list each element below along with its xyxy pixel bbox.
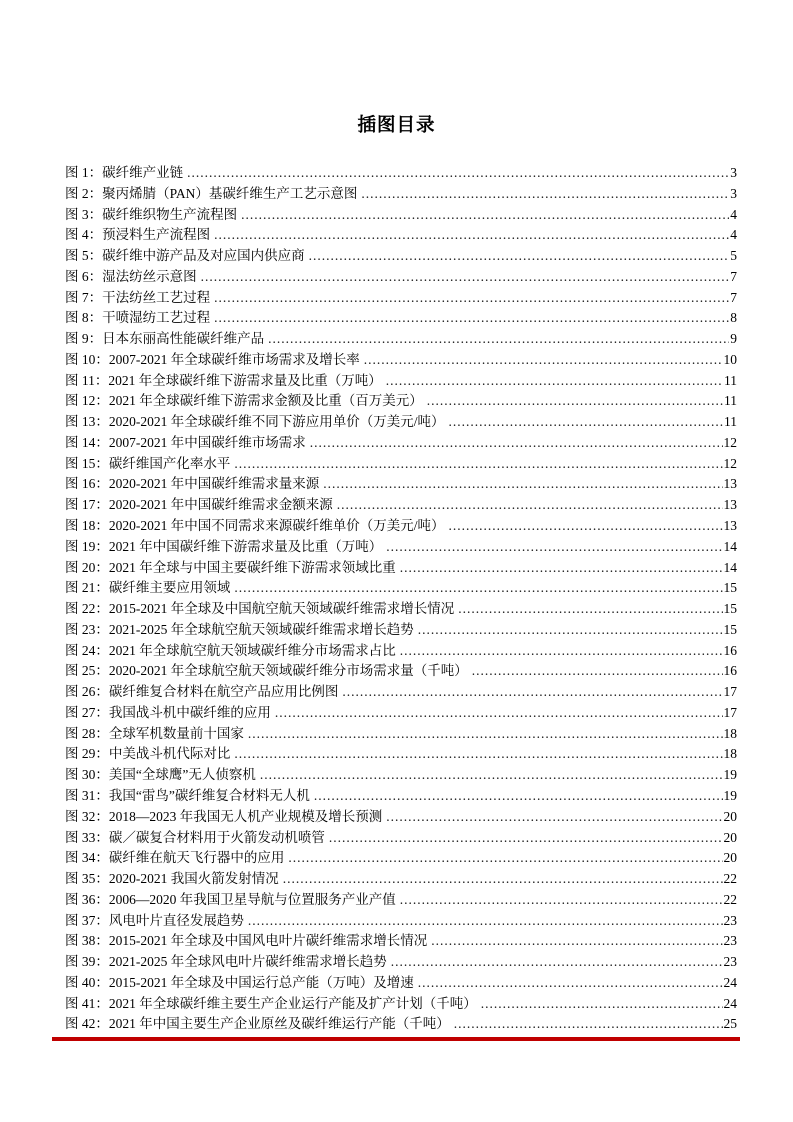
toc-entry[interactable] (65, 163, 737, 184)
toc-dot-leader (214, 288, 729, 309)
toc-entry-page-number: 4 (730, 227, 737, 243)
toc-dot-leader (234, 578, 722, 599)
toc-entry-page-number: 16 (723, 663, 737, 679)
toc-entry-label: 图 30：美国“全球鹰”无人侦察机 (65, 767, 256, 783)
toc-entry-label: 图 5：碳纤维中游产品及对应国内供应商 (65, 248, 305, 264)
toc-entry-page-number: 4 (730, 206, 737, 222)
toc-entry-page-number: 23 (723, 933, 737, 949)
toc-entry[interactable] (65, 308, 737, 329)
toc-entry[interactable] (65, 474, 737, 495)
toc-dot-leader (418, 620, 723, 641)
toc-entry[interactable] (65, 350, 737, 371)
toc-entry[interactable] (65, 371, 737, 392)
toc-entry[interactable] (65, 869, 737, 890)
toc-entry-page-number: 18 (723, 746, 737, 762)
toc-dot-leader (288, 848, 722, 869)
toc-dot-leader (283, 869, 723, 890)
toc-entry-label: 图 18：2020-2021 年中国不同需求来源碳纤维单价（万美元/吨） (65, 518, 445, 534)
toc-dot-leader (329, 828, 723, 849)
toc-dot-leader (400, 890, 723, 911)
toc-entry-page-number: 20 (723, 850, 737, 866)
toc-entry-label: 图 23：2021-2025 年全球航空航天领域碳纤维需求增长趋势 (65, 621, 414, 637)
toc-dot-leader (214, 225, 729, 246)
toc-entry[interactable] (65, 994, 737, 1015)
toc-entry-label: 图 28：全球军机数量前十国家 (65, 725, 244, 741)
toc-entry-label: 图 39：2021-2025 年全球风电叶片碳纤维需求增长趋势 (65, 954, 387, 970)
toc-entry-label: 图 20：2021 年全球与中国主要碳纤维下游需求领域比重 (65, 559, 396, 575)
toc-entry[interactable] (65, 288, 737, 309)
toc-entry-page-number: 7 (730, 289, 737, 305)
toc-entry-page-number: 24 (723, 995, 737, 1011)
toc-dot-leader (454, 1014, 723, 1035)
toc-entry[interactable] (65, 744, 737, 765)
toc-entry-label: 图 1：碳纤维产业链 (65, 165, 184, 180)
toc-entry-label: 图 27：我国战斗机中碳纤维的应用 (65, 704, 271, 720)
toc-entry-label: 图 41：2021 年全球碳纤维主要生产企业运行产能及扩产计划（千吨） (65, 995, 477, 1011)
toc-entry-label: 图 17：2020-2021 年中国碳纤维需求金额来源 (65, 497, 333, 513)
toc-entry[interactable] (65, 828, 737, 849)
toc-dot-leader (214, 308, 729, 329)
toc-entry[interactable] (65, 246, 737, 267)
toc-entry-page-number: 22 (723, 891, 737, 907)
toc-entry-label: 图 26：碳纤维复合材料在航空产品应用比例图 (65, 684, 339, 700)
toc-entry-page-number: 10 (723, 351, 737, 367)
toc-entry-page-number: 5 (730, 248, 737, 264)
toc-entry[interactable] (65, 641, 737, 662)
toc-entry[interactable] (65, 807, 737, 828)
toc-entry-page-number: 3 (730, 165, 737, 180)
toc-dot-leader (241, 205, 729, 226)
toc-dot-leader (449, 516, 723, 537)
toc-entry-page-number: 19 (723, 787, 737, 803)
toc-entry-label: 图 9：日本东丽高性能碳纤维产品 (65, 331, 265, 347)
toc-entry[interactable] (65, 911, 737, 932)
toc-entry[interactable] (65, 703, 737, 724)
toc-entry-page-number: 15 (723, 621, 737, 637)
toc-entry-page-number: 3 (730, 185, 737, 201)
toc-dot-leader (431, 931, 722, 952)
toc-entry-page-number: 20 (723, 808, 737, 824)
toc-entry-page-number: 14 (723, 538, 737, 554)
toc-dot-leader (275, 703, 723, 724)
toc-entry-label: 图 40：2015-2021 年全球及中国运行总产能（万吨）及增速 (65, 974, 414, 990)
toc-entry[interactable] (65, 205, 737, 226)
toc-entry[interactable] (65, 952, 737, 973)
toc-entry-page-number: 19 (723, 767, 737, 783)
toc-dot-leader (310, 433, 723, 454)
toc-entry-label: 图 38：2015-2021 年全球及中国风电叶片碳纤维需求增长情况 (65, 933, 428, 949)
toc-entry-page-number: 7 (730, 268, 737, 284)
toc-dot-leader (337, 495, 723, 516)
toc-entry[interactable] (65, 931, 737, 952)
toc-entry-label: 图 15：碳纤维国产化率水平 (65, 455, 231, 471)
toc-entry-page-number: 20 (723, 829, 737, 845)
toc-dot-leader (323, 474, 722, 495)
toc-dot-leader (400, 641, 723, 662)
toc-entry-page-number: 25 (723, 1016, 737, 1032)
toc-dot-leader (268, 329, 729, 350)
toc-dot-leader (234, 744, 722, 765)
toc-entry[interactable] (65, 225, 737, 246)
toc-dot-leader (201, 267, 730, 288)
toc-entry-page-number: 24 (723, 974, 737, 990)
toc-dot-leader (458, 599, 722, 620)
page-title: 插图目录 (357, 114, 436, 135)
toc-entry-page-number: 16 (723, 642, 737, 658)
toc-entry-page-number: 12 (723, 434, 737, 450)
toc-entry-page-number: 11 (724, 414, 737, 430)
toc-entry-label: 图 10：2007-2021 年全球碳纤维市场需求及增长率 (65, 351, 360, 367)
toc-dot-leader (418, 973, 723, 994)
toc-entry[interactable] (65, 329, 737, 350)
toc-entry-label: 图 25：2020-2021 年全球航空航天领域碳纤维分市场需求量（千吨） (65, 663, 468, 679)
toc-entry-page-number: 15 (723, 580, 737, 596)
toc-entry[interactable] (65, 848, 737, 869)
toc-entry[interactable] (65, 495, 737, 516)
toc-entry-page-number: 12 (723, 455, 737, 471)
toc-dot-leader (364, 350, 723, 371)
toc-entry[interactable] (65, 454, 737, 475)
toc-entry-label: 图 29：中美战斗机代际对比 (65, 746, 231, 762)
toc-dot-leader (248, 911, 723, 932)
toc-entry-page-number: 13 (723, 497, 737, 513)
toc-entry-label: 图 36：2006—2020 年我国卫星导航与位置服务产业产值 (65, 891, 396, 907)
toc-dot-leader (386, 807, 722, 828)
toc-entry-page-number: 17 (723, 684, 737, 700)
toc-entry[interactable] (65, 558, 737, 579)
toc-entry-label: 图 19：2021 年中国碳纤维下游需求量及比重（万吨） (65, 538, 383, 554)
toc-entry-label: 图 11：2021 年全球碳纤维下游需求量及比重（万吨） (65, 372, 382, 388)
toc-entry[interactable] (65, 1014, 737, 1035)
toc-dot-leader (309, 246, 730, 267)
toc-dot-leader (472, 661, 723, 682)
toc-dot-leader (391, 952, 723, 973)
toc-dot-leader (386, 371, 723, 392)
toc-entry-label: 图 21：碳纤维主要应用领域 (65, 580, 231, 596)
toc-dot-leader (314, 786, 723, 807)
toc-entry-label: 图 42：2021 年中国主要生产企业原丝及碳纤维运行产能（千吨） (65, 1016, 450, 1032)
toc-entry-label: 图 12：2021 年全球碳纤维下游需求金额及比重（百万美元） (65, 393, 423, 409)
toc-dot-leader (449, 412, 724, 433)
toc-entry[interactable] (65, 412, 737, 433)
toc-dot-leader (234, 454, 722, 475)
toc-entry-label: 图 34：碳纤维在航天飞行器中的应用 (65, 850, 285, 866)
toc-dot-leader (400, 558, 723, 579)
toc-entry-label: 图 14：2007-2021 年中国碳纤维市场需求 (65, 434, 306, 450)
toc-entry-label: 图 7：干法纺丝工艺过程 (65, 289, 211, 305)
toc-dot-leader (386, 537, 722, 558)
toc-entry-page-number: 11 (724, 372, 737, 388)
toc-entry[interactable] (65, 391, 737, 412)
toc-entry[interactable] (65, 267, 737, 288)
toc-entry-page-number: 22 (723, 871, 737, 887)
toc-dot-leader (361, 184, 729, 205)
toc-entry[interactable] (65, 661, 737, 682)
toc-entry-page-number: 18 (723, 725, 737, 741)
toc-entry-page-number: 14 (723, 559, 737, 575)
toc-entry-label: 图 22：2015-2021 年全球及中国航空航天领域碳纤维需求增长情况 (65, 601, 455, 617)
toc-entry[interactable] (65, 433, 737, 454)
toc-dot-leader (342, 682, 722, 703)
footer-divider-line (52, 1037, 740, 1041)
toc-dot-leader (260, 765, 723, 786)
toc-entry-label: 图 3：碳纤维织物生产流程图 (65, 206, 238, 222)
toc-entry-label: 图 35：2020-2021 我国火箭发射情况 (65, 871, 279, 887)
toc-entry-label: 图 37：风电叶片直径发展趋势 (65, 912, 244, 928)
toc-entry[interactable] (65, 765, 737, 786)
toc-entry[interactable] (65, 682, 737, 703)
toc-dot-leader (187, 163, 729, 184)
toc-entry-label: 图 32：2018—2023 年我国无人机产业规模及增长预测 (65, 808, 383, 824)
toc-entry-page-number: 17 (723, 704, 737, 720)
figure-toc-list (65, 163, 737, 1035)
toc-entry-page-number: 11 (724, 393, 737, 409)
toc-entry-page-number: 8 (730, 310, 737, 326)
toc-entry-label: 图 31：我国“雷鸟”碳纤维复合材料无人机 (65, 787, 310, 803)
toc-entry[interactable] (65, 599, 737, 620)
toc-entry[interactable] (65, 516, 737, 537)
toc-entry-page-number: 15 (723, 601, 737, 617)
toc-entry-label: 图 8：干喷湿纺工艺过程 (65, 310, 211, 326)
toc-entry[interactable] (65, 537, 737, 558)
toc-entry[interactable] (65, 973, 737, 994)
toc-entry-page-number: 23 (723, 954, 737, 970)
toc-entry[interactable] (65, 890, 737, 911)
toc-entry-label: 图 2：聚丙烯腈（PAN）基碳纤维生产工艺示意图 (65, 185, 358, 201)
toc-entry-label: 图 4：预浸料生产流程图 (65, 227, 211, 243)
toc-dot-leader (481, 994, 723, 1015)
toc-entry-page-number: 23 (723, 912, 737, 928)
toc-entry-page-number: 13 (723, 518, 737, 534)
toc-dot-leader (248, 724, 723, 745)
toc-entry-label: 图 24：2021 年全球航空航天领域碳纤维分市场需求占比 (65, 642, 396, 658)
toc-entry-page-number: 9 (730, 331, 737, 347)
toc-entry-label: 图 13：2020-2021 年全球碳纤维不同下游应用单价（万美元/吨） (65, 414, 445, 430)
toc-entry-label: 图 33：碳／碳复合材料用于火箭发动机喷管 (65, 829, 325, 845)
toc-entry[interactable] (65, 786, 737, 807)
toc-entry-label: 图 6：湿法纺丝示意图 (65, 268, 197, 284)
toc-entry-page-number: 13 (723, 476, 737, 492)
toc-entry[interactable] (65, 724, 737, 745)
toc-entry[interactable] (65, 578, 737, 599)
toc-entry[interactable] (65, 184, 737, 205)
toc-entry[interactable] (65, 620, 737, 641)
toc-dot-leader (427, 391, 723, 412)
toc-entry-label: 图 16：2020-2021 年中国碳纤维需求量来源 (65, 476, 320, 492)
